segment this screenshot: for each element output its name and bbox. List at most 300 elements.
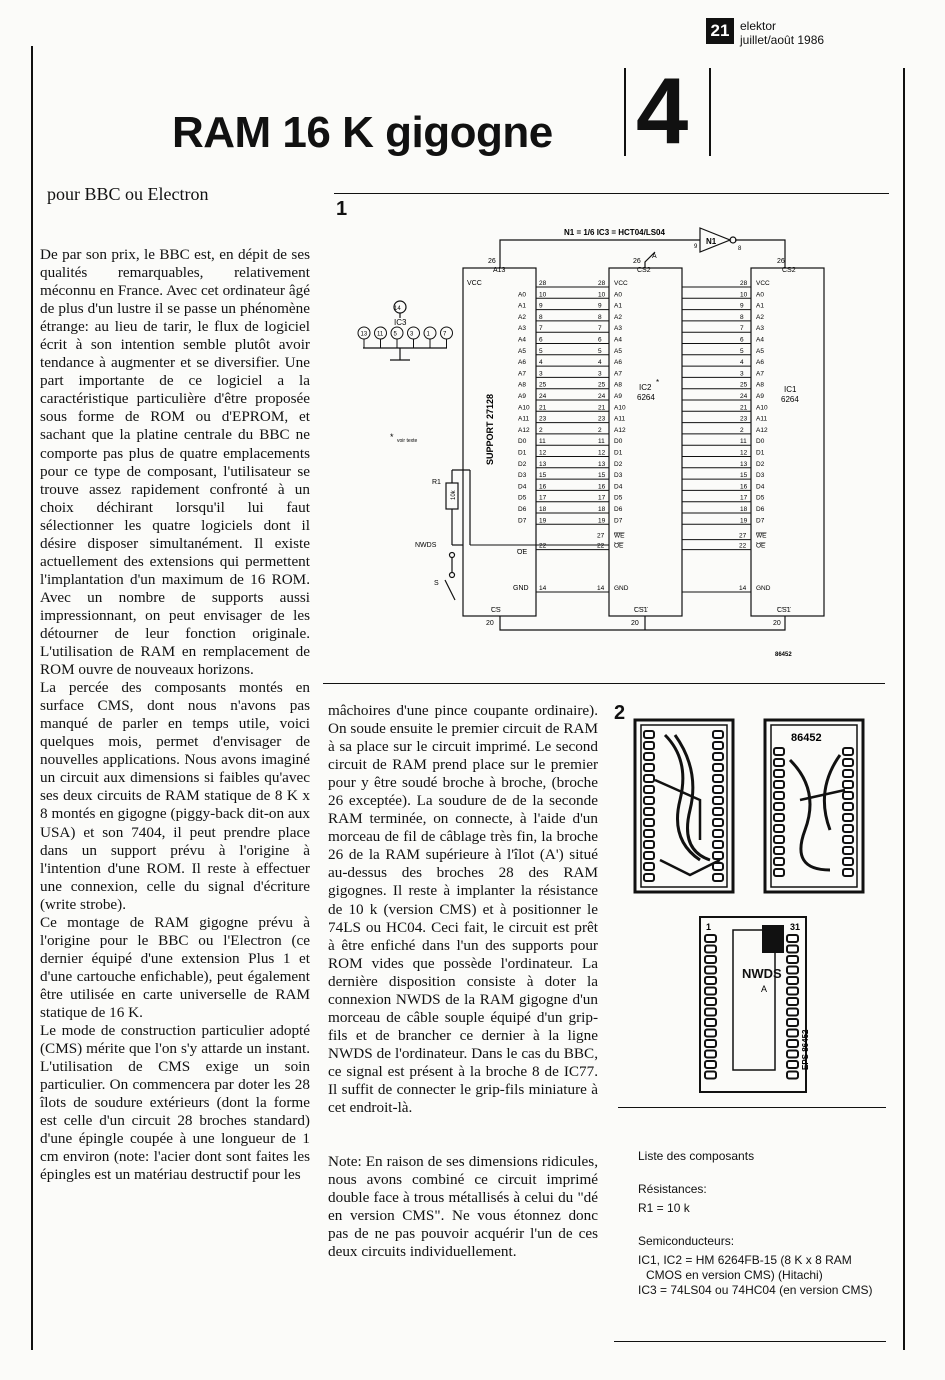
support-pin-signal: A10 (518, 404, 530, 412)
pcb-pad (644, 852, 654, 859)
pcb-pad (774, 759, 784, 766)
ic1-top-pin: 26 (777, 258, 785, 265)
ic1-pin-signal: D5 (756, 494, 765, 502)
ic2-pin-number: 28 (598, 280, 606, 287)
ic2-pin-number: 11 (598, 438, 605, 446)
ic1-pin-number: 24 (740, 393, 748, 400)
ic1-pin-number: 13 (740, 460, 748, 468)
ic1-pin-signal: A3 (756, 325, 764, 333)
pin-a-label: A (652, 253, 657, 260)
ic2-pin-signal: D2 (614, 460, 623, 468)
ic1-pin-signal: A2 (756, 313, 764, 321)
pcb-pad (713, 775, 723, 782)
support-pin-number: 15 (539, 472, 547, 480)
ic1-pin-signal: D4 (756, 483, 765, 491)
section-number: 4 (636, 58, 689, 163)
pcb-pad (843, 748, 853, 755)
support-pin-number: 5 (539, 347, 543, 355)
overlay-nwds: NWDS (742, 966, 782, 981)
support-pin-number: 6 (539, 336, 543, 344)
pcb-pad (705, 1061, 716, 1068)
pcb-pad (843, 836, 853, 843)
pcb-pad (774, 869, 784, 876)
ic1-pin-number: 17 (740, 494, 748, 502)
pcb-pad (644, 819, 654, 826)
ic2-gnd-signal: GND (614, 585, 629, 592)
overlay-eps-text: EPS 86452 (801, 1029, 810, 1070)
pcb-pad (787, 1030, 798, 1037)
support-pin-number: 2 (539, 426, 543, 434)
support-pin-number: 8 (539, 313, 543, 321)
pcb-pad (843, 781, 853, 788)
ic1-pin-number: 10 (740, 291, 748, 299)
ic2-pin-signal: D5 (614, 494, 623, 502)
support-pin-signal: A1 (518, 302, 526, 310)
pcb-pad (644, 808, 654, 815)
support-pin-signal: A8 (518, 381, 526, 389)
ic2-pin-number: 17 (598, 494, 606, 502)
pcb-pad (644, 764, 654, 771)
ic2-pin-signal: A2 (614, 313, 622, 321)
ic1-pin-signal: D2 (756, 460, 765, 468)
pcb-pad (713, 742, 723, 749)
ic2-top-signal: CS2 (637, 267, 651, 274)
r1-label: R1 (432, 479, 441, 486)
pcb-code-label: 86452 (791, 732, 822, 744)
support-pin-number: 9 (539, 302, 543, 310)
support-gnd-pin-number: 14 (539, 585, 547, 592)
ic2-pin-signal: A12 (614, 426, 626, 434)
ic2-pin-number: 19 (598, 517, 606, 525)
ic2-pin-number: 10 (598, 291, 606, 299)
pcb-pad (713, 786, 723, 793)
ic2-pin-signal: VCC (614, 280, 628, 287)
pcb-pad (787, 946, 798, 953)
support-pin-number: 24 (539, 393, 547, 400)
paragraph: Le mode de construction particulier adopté (CMS) mérite que l'on s'y attarde un instant. L'utilisation de CMS exige un soin particulier. On commencera par doter les 28 îlots de soudure extérieurs (dont la forme est celle d'un circuit 28 broches standard) d'une épingle coupée à une longueur de 1 cm environ (note: l'acier dont sont faites les épingles est un matériau destructif pour les (40, 1022, 310, 1184)
support-pin-signal: A2 (518, 313, 526, 321)
ic2-pin-number: 12 (598, 449, 606, 457)
ic2-pin-number: 23 (598, 415, 606, 423)
pcb-pad (713, 797, 723, 804)
figure1-top-rule (334, 193, 889, 194)
pcb-pad (774, 847, 784, 854)
pcb-pad (713, 764, 723, 771)
ic1-pin-signal: A4 (756, 336, 764, 344)
pcb-pad (713, 841, 723, 848)
ic2-pin-number: 4 (598, 359, 602, 367)
ic2-oe-signal: OE (614, 542, 624, 550)
pcb-pad (713, 852, 723, 859)
ic2-pin-signal: A8 (614, 381, 622, 389)
figure2-bottom-rule (618, 1107, 886, 1108)
page-number: 21 (706, 18, 734, 44)
ic2-gnd-pin-number: 14 (597, 585, 605, 592)
r1-value: 10k (451, 490, 457, 500)
support-pin-signal: A5 (518, 347, 526, 355)
pcb-pad (787, 998, 798, 1005)
paragraph: De par son prix, le BBC est, en dépit de ses qualités remarquables, relativement méconnu en France. Avec cet ordinateur âgé de plus d'un lustre il se passe un phénomène étrange: au lieu de tarir, le flux de logiciel écrit à son intention semble plutôt avoir tendance à augmenter et se diversifier. Une part importante de ce logiciel a la caractéristique particulière d'être proposée sous forme de ROM ou d'EPROM, et sachant que la platine centrale du BBC ne comporte pas plus de quatre emplacements pour ce type de composant, l'utilisateur se trouve assez rapidement confronté à un choix déchirant lorsqu'il lui faut sélectionner les quatre logiciels dont il désire disposer simultanément. Il existe actuellement des extensions qui permettent l'implantation d'un maximum de 16 ROM. Avec un nombre de supports aussi impressionnant, on peut envisager de les détourner de leur fonction originale. L'utilisation de RAM en remplacement de ROM ouvre de nouveaux horizons. (40, 246, 310, 679)
figure2-label: 2 (614, 702, 626, 724)
pcb-pad (705, 1019, 716, 1026)
ic1-type: 6264 (781, 395, 799, 404)
ic1-pin-number: 15 (740, 472, 748, 480)
support-top-pin: 26 (488, 258, 496, 265)
pcb-pad (713, 808, 723, 815)
support-vcc: VCC (467, 280, 482, 287)
ic1-name: IC1 (784, 385, 797, 394)
support-pin-signal: D0 (518, 438, 527, 446)
ic2-type: 6264 (637, 393, 655, 402)
pcb-pad (787, 1051, 798, 1058)
note-text: voir texte (397, 438, 418, 444)
ic2-pin-number: 25 (598, 381, 606, 389)
paragraph: Note: En raison de ses dimensions ridicules, nous avons combiné ce circuit imprimé double face à trous métallisés à celui du "dé en version CMS". Ne vous étonnez donc pas de ne pas pouvoir acquérir l'un de ces deux circuits individuellement. (328, 1153, 598, 1261)
ic2-we-signal: WE (614, 532, 625, 540)
ic1-pin-number: 5 (740, 347, 744, 355)
pcb-pad (774, 836, 784, 843)
ic1-pin-number: 12 (740, 449, 748, 457)
support-pin-number: 19 (539, 517, 547, 525)
pcb-pad (644, 775, 654, 782)
pcb-pad (644, 863, 654, 870)
ic1-pin-signal: A8 (756, 381, 764, 389)
pcb-pad (774, 781, 784, 788)
ic1-pin-signal: VCC (756, 280, 770, 287)
support-pin-signal: A3 (518, 325, 526, 333)
ic2-pin-signal: A4 (614, 336, 622, 344)
ic2-pin-signal: A10 (614, 404, 626, 412)
pcb-pad (644, 841, 654, 848)
inverter-input-pin: 9 (694, 244, 698, 250)
pcb-pad (843, 770, 853, 777)
pcb-pad (774, 825, 784, 832)
paragraph: Ce montage de RAM gigogne prévu à l'origine pour le BBC ou l'Electron (ce dernier équipé d'une extension Plus 1 et d'une cartouche enfichable), peut également être utilisée en carte universelle de RAM statique de 16 K. (40, 913, 310, 1021)
nwds-label: NWDS (415, 542, 437, 549)
ic2-pin-number: 15 (598, 472, 606, 480)
ic3-pin-number: 1 (426, 331, 430, 338)
ic2-pin-signal: D7 (614, 517, 623, 525)
ic1-top-signal: CS2 (782, 267, 796, 274)
pcb-pad (774, 792, 784, 799)
pcb-pad (774, 803, 784, 810)
pcb-pad (787, 956, 798, 963)
pcb-pad (705, 1040, 716, 1047)
ic2-pin-number: 3 (598, 370, 602, 378)
ic1-pin-number: 6 (740, 336, 744, 344)
note-star: * (390, 432, 394, 442)
pcb-pad (787, 1040, 798, 1047)
support-pin-signal: A4 (518, 336, 526, 344)
pcb-pad (787, 1019, 798, 1026)
ic3-pin-number: 11 (377, 331, 384, 338)
pcb-pad (787, 988, 798, 995)
ic1-pin-signal: D1 (756, 449, 765, 457)
ic1-pin-signal: A9 (756, 393, 764, 400)
ic2-pin-number: 5 (598, 347, 602, 355)
ic1-pin-number: 11 (740, 438, 747, 446)
support-pin-signal: D7 (518, 517, 527, 525)
pcb-pad (843, 869, 853, 876)
ic1-gnd-pin-number: 14 (739, 585, 747, 592)
ic2-pin-number: 24 (598, 393, 606, 400)
pcb-pad (787, 1061, 798, 1068)
pcb-pad (713, 819, 723, 826)
ic3-pin-group (358, 327, 453, 348)
support-pin-number: 25 (539, 381, 547, 389)
ic2-pin-signal: A9 (614, 393, 622, 400)
pcb-pad (713, 731, 723, 738)
pcb-pad (843, 792, 853, 799)
support-pin-signal: A12 (518, 426, 530, 434)
ic1-gnd-signal: GND (756, 585, 771, 592)
parts-heading: Liste des composants (638, 1149, 755, 1163)
support-label: SUPPORT 27128 (485, 393, 495, 465)
support-pin-number: 21 (539, 404, 547, 412)
ic1-oe-pin-number: 22 (739, 542, 747, 550)
pcb-pad (843, 858, 853, 865)
support-pin-number: 16 (539, 483, 547, 491)
support-pin-signal: D3 (518, 472, 527, 480)
pcb-pad (644, 874, 654, 881)
ic3-pin-number: 3 (410, 331, 414, 338)
support-top-signal: A13 (493, 267, 506, 274)
support-pin-number: 13 (539, 460, 547, 468)
pcb-pad (705, 1030, 716, 1037)
pcb-pad (843, 825, 853, 832)
ic1-pin-number: 18 (740, 506, 748, 513)
pcb-pad (774, 814, 784, 821)
support-pin-number: 4 (539, 359, 543, 367)
ic2-cs1: CS1 (634, 607, 648, 614)
pcb-pad (644, 797, 654, 804)
pcb-pad (644, 742, 654, 749)
pcb-pad (843, 847, 853, 854)
ic1-pin-number: 3 (740, 370, 744, 378)
ic2-bottom-pin: 20 (631, 620, 639, 627)
support-pin-number: 18 (539, 506, 547, 513)
ic2-pin-signal: A5 (614, 347, 622, 355)
figure1-bottom-rule (323, 683, 885, 684)
ic2-we-pin-number: 27 (597, 532, 605, 540)
paragraph: mâchoires d'une pince coupante ordinaire). On soude ensuite le premier circuit de RAM à sa place sur le circuit imprimé. Le second circuit de RAM prend place sur le premier pour y être soudé broche à broche, (broche 26 exceptée). La soudure de de la seconde RAM terminée, on connecte, à l'aide d'un morceau de fil de câblage très fin, la broche 26 de la RAM supérieure à l'îlot (A') situé au-dessus des broches 28 des RAM gigognes. Il reste à implanter la résistance de 10 k (version CMS) et à positionner le 74LS ou HC04. Ceci fait, le circuit est prêt à être enfiché dans l'un des supports pour ROM vides que possède l'ordinateur. La dernière disposition consiste à doter la connexion NWDS de la RAM gigogne d'un morceau de câble souple équipé d'un grip-fils et de brancher ce dernier à la ligne NWDS de l'ordinateur. Dans le cas du BBC, ce signal est présent à la broche 8 de IC77. Il suffit de connecter le grip-fils miniature à cet endroit-là. (328, 702, 598, 1117)
ic2-oe-pin-number: 22 (597, 542, 605, 550)
overlay-pin-a: A (761, 984, 768, 994)
body-column-2 (328, 702, 598, 1261)
ic1-pin-signal: D0 (756, 438, 765, 446)
ic2-pin-signal: D6 (614, 506, 623, 513)
ic2-pin-signal: A1 (614, 302, 622, 310)
support-oe-pin-number: 22 (539, 542, 547, 550)
figure1-label: 1 (336, 198, 348, 220)
pcb-bottom-pads (705, 935, 798, 1079)
support-pin-number: 3 (539, 370, 543, 378)
ic3-pin-number: 7 (443, 331, 447, 338)
pcb-pad (787, 935, 798, 942)
support-pin-signal: D2 (518, 460, 527, 468)
inverter-output-pin: 8 (738, 246, 742, 252)
ic3-pin-number: 5 (393, 331, 397, 338)
ic2-pin-signal: D4 (614, 483, 623, 491)
support-pin-number: 7 (539, 325, 543, 333)
ic1-pin-number: 28 (740, 280, 748, 287)
ic1-pin-number: 8 (740, 313, 744, 321)
pcb-pad (713, 874, 723, 881)
support-pin-signal: A0 (518, 291, 526, 299)
ic1-pin-number: 9 (740, 302, 744, 310)
ic2-pin-signal: A0 (614, 291, 622, 299)
ic2-pin-number: 21 (598, 404, 606, 412)
pcb-pad (774, 748, 784, 755)
ic1-we-signal: WE (756, 532, 767, 540)
ic3-pin-number: 13 (360, 331, 368, 338)
support-pin-signal: A6 (518, 359, 526, 367)
overlay-resistor (762, 925, 784, 953)
pcb-pad (713, 753, 723, 760)
pcb-pad (644, 753, 654, 760)
ic1-pin-signal: D3 (756, 472, 765, 480)
part-ic1-ic2-cont: CMOS en version CMS) (Hitachi) (646, 1268, 823, 1282)
support-pin-signal: D6 (518, 506, 527, 513)
pcb-pad (705, 988, 716, 995)
support-pin-number: 28 (539, 280, 547, 287)
ic2-name: IC2 (639, 383, 652, 392)
pcb-pad (787, 967, 798, 974)
support-pin-number: 12 (539, 449, 547, 457)
ic2-pin-number: 18 (598, 506, 606, 513)
ic1-pin-signal: A12 (756, 426, 768, 434)
ic1-pin-number: 21 (740, 404, 748, 412)
support-pin-signal: D5 (518, 494, 527, 502)
ic2-pin-number: 2 (598, 426, 602, 434)
support-pin-signal: A7 (518, 370, 526, 378)
pcb-pad (713, 830, 723, 837)
overlay-pin-31: 31 (790, 922, 801, 932)
ic1-pin-signal: A5 (756, 347, 764, 355)
ic3-pin14-label: 14 (394, 306, 401, 312)
ic1-pin-number: 2 (740, 426, 744, 434)
semiconductors-heading: Semiconducteurs: (638, 1234, 735, 1248)
support-gnd: GND (513, 585, 529, 592)
ic2-pin-signal: A3 (614, 325, 622, 333)
pcb-pad (787, 1072, 798, 1079)
pcb-pad (644, 786, 654, 793)
ic1-pin-signal: D7 (756, 517, 765, 525)
support-pin-signal: D1 (518, 449, 527, 457)
magazine-info (740, 19, 824, 47)
ic1-pin-signal: A6 (756, 359, 764, 367)
gate-spec-label: N1 = 1/6 IC3 = HCT04/LS04 (564, 228, 665, 237)
ic1-oe-signal: OE (756, 542, 766, 550)
ic1-pin-signal: A11 (756, 415, 768, 423)
left-border-line (31, 46, 33, 1350)
pcb-pad (705, 1051, 716, 1058)
pcb-layouts (630, 715, 870, 1100)
magazine-name: elektor (740, 19, 777, 33)
switch-label: S (434, 580, 439, 587)
part-ic1-ic2: IC1, IC2 = HM 6264FB-15 (8 K x 8 RAM (638, 1253, 852, 1267)
pcb-pad (713, 863, 723, 870)
ic2-star: * (656, 378, 660, 387)
pcb-pad (787, 977, 798, 984)
overlay-pin-1: 1 (706, 922, 712, 932)
pcb-pad (705, 1072, 716, 1079)
ic2-pin-number: 6 (598, 336, 602, 344)
ic2-pin-number: 13 (598, 460, 606, 468)
inverter-name: N1 (706, 237, 717, 246)
support-cs: CS (491, 607, 501, 614)
part-ic3: IC3 = 74LS04 ou 74HC04 (en version CMS) (638, 1283, 873, 1297)
ic1-pin-number: 25 (740, 381, 748, 389)
support-bottom-pin: 20 (486, 620, 494, 627)
resistors-heading: Résistances: (638, 1182, 707, 1196)
parts-list (638, 1149, 888, 1298)
ic1-pin-signal: A10 (756, 404, 768, 412)
pcb-pad (705, 956, 716, 963)
ic2-pin-number: 7 (598, 325, 602, 333)
pcb-pad (705, 977, 716, 984)
ic1-pin-number: 4 (740, 359, 744, 367)
pcb-pad (644, 731, 654, 738)
right-border-line (903, 68, 905, 1350)
pcb-pad (705, 998, 716, 1005)
ic1-pin-number: 19 (740, 517, 748, 525)
ic2-pin-number: 8 (598, 313, 602, 321)
pcb-right-pads (774, 748, 853, 876)
pcb-pad (705, 935, 716, 942)
pcb-pad (843, 814, 853, 821)
ic1-pin-signal: A1 (756, 302, 764, 310)
support-pin-number: 11 (539, 438, 546, 446)
body-column-1 (40, 246, 310, 1184)
support-pin-signal: A9 (518, 393, 526, 400)
ic2-pin-signal: A7 (614, 370, 622, 378)
article-title: RAM 16 K gigogne (172, 108, 553, 157)
title-bar-left (624, 68, 626, 156)
support-pin-number: 17 (539, 494, 547, 502)
issue-date: juillet/août 1986 (740, 33, 825, 47)
ic1-pin-number: 7 (740, 325, 744, 333)
support-pin-signal: D4 (518, 483, 527, 491)
ic1-bottom-pin: 20 (773, 620, 781, 627)
article-subtitle: pour BBC ou Electron (47, 184, 209, 204)
ic3-label: IC3 (394, 318, 407, 327)
schematic-ref-code: 86452 (775, 652, 792, 658)
title-bar-right (709, 68, 711, 156)
ic1-cs1: CS1 (777, 607, 791, 614)
support-pin-signal: A11 (518, 415, 530, 423)
ic1-pin-number: 23 (740, 415, 748, 423)
pcb-pad (705, 967, 716, 974)
ic2-pin-signal: D1 (614, 449, 623, 457)
ic1-pin-signal: D6 (756, 506, 765, 513)
pcb-pad (843, 759, 853, 766)
pcb-pad (843, 803, 853, 810)
part-r1: R1 = 10 k (638, 1201, 690, 1215)
ic2-pin-signal: D0 (614, 438, 623, 446)
ic1-pin-number: 16 (740, 483, 748, 491)
pcb-pad (705, 946, 716, 953)
ic2-pin-signal: A6 (614, 359, 622, 367)
pin-connection-lines (470, 287, 751, 592)
schematic-diagram (340, 218, 885, 663)
ic1-pin-signal: A7 (756, 370, 764, 378)
support-oe: OE (517, 549, 528, 556)
pcb-pad (774, 858, 784, 865)
ic2-pin-number: 9 (598, 302, 602, 310)
pcb-left-pads (644, 731, 723, 881)
support-pin-number: 10 (539, 291, 547, 299)
